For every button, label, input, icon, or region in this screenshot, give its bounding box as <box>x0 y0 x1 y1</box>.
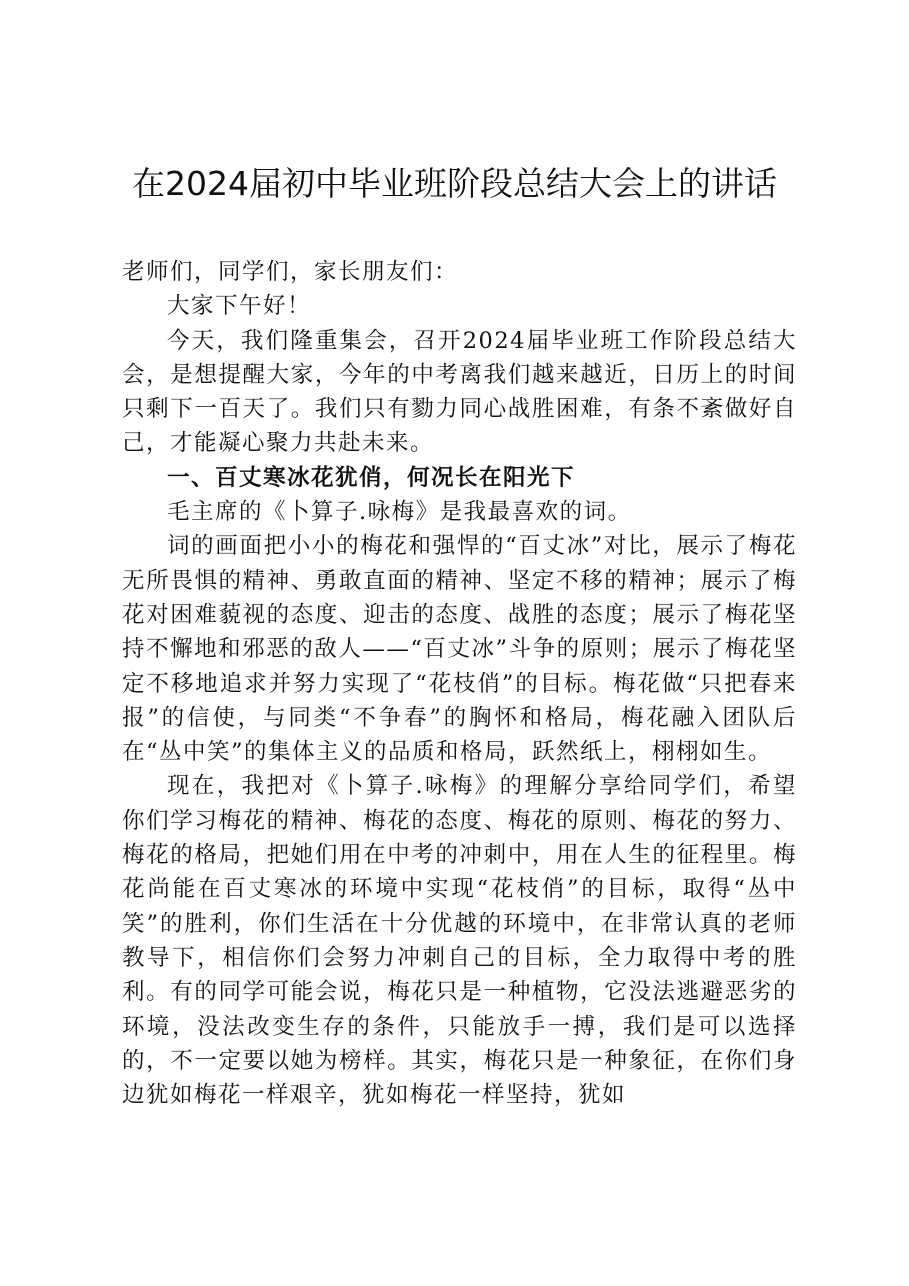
document-body <box>122 255 797 1112</box>
greeting: 大家下午好！ <box>167 293 312 320</box>
paragraph-sharing: 现在，我把对《卜算子.咏梅》的理解分享给同学们，希望你们学习梅花的精神、梅花的态度、梅花的原则、梅花的努力、梅花的格局，把她们用在中考的冲刺中，用在人生的征程里。梅花尚能在百丈寒冰的环境中实现“花枝俏”的目标，取得“丛中笑”的胜利，你们生活在十分优越的环境中，在非常认真的老师教导下，相信你们会努力冲刺自己的目标，全力取得中考的胜利。有的同学可能会说，梅花只是一种植物，它没法逃避恶劣的环境，没法改变生存的条件，只能放手一搏，我们是可以选择的，不一定要以她为榜样。其实，梅花只是一种象征，在你们身边犹如梅花一样艰辛，犹如梅花一样坚持，犹如 <box>122 773 797 1109</box>
paragraph-analysis: 词的画面把小小的梅花和强悍的“百丈冰”对比，展示了梅花无所畏惧的精神、勇敢直面的精神、坚定不移的精神；展示了梅花对困难藐视的态度、迎击的态度、战胜的态度；展示了梅花坚持不懈地和邪恶的敌人——“百丈冰”斗争的原则；展示了梅花坚定不移地追求并努力实现了“花枝俏”的目标。梅花做“只把春来报”的信使，与同类“不争春”的胸怀和格局，梅花融入团队后在“丛中笑”的集体主义的品质和格局，跃然纸上，栩栩如生。 <box>122 533 797 766</box>
document-title: 在2024届初中毕业班阶段总结大会上的讲话 <box>132 164 777 203</box>
paragraph-poem: 毛主席的《卜算子.咏梅》是我最喜欢的词。 <box>167 499 632 526</box>
paragraph-intro: 今天，我们隆重集会，召开2024届毕业班工作阶段总结大会，是想提醒大家，今年的中考离我们越来越近，日历上的时间只剩下一百天了。我们只有勠力同心战胜困难，有条不紊做好自己，才能凝心聚力共赴未来。 <box>122 327 797 457</box>
section-heading: 一、百丈寒冰花犹俏，何况长在阳光下 <box>167 464 576 491</box>
salutation: 老师们，同学们，家长朋友们： <box>122 259 459 285</box>
